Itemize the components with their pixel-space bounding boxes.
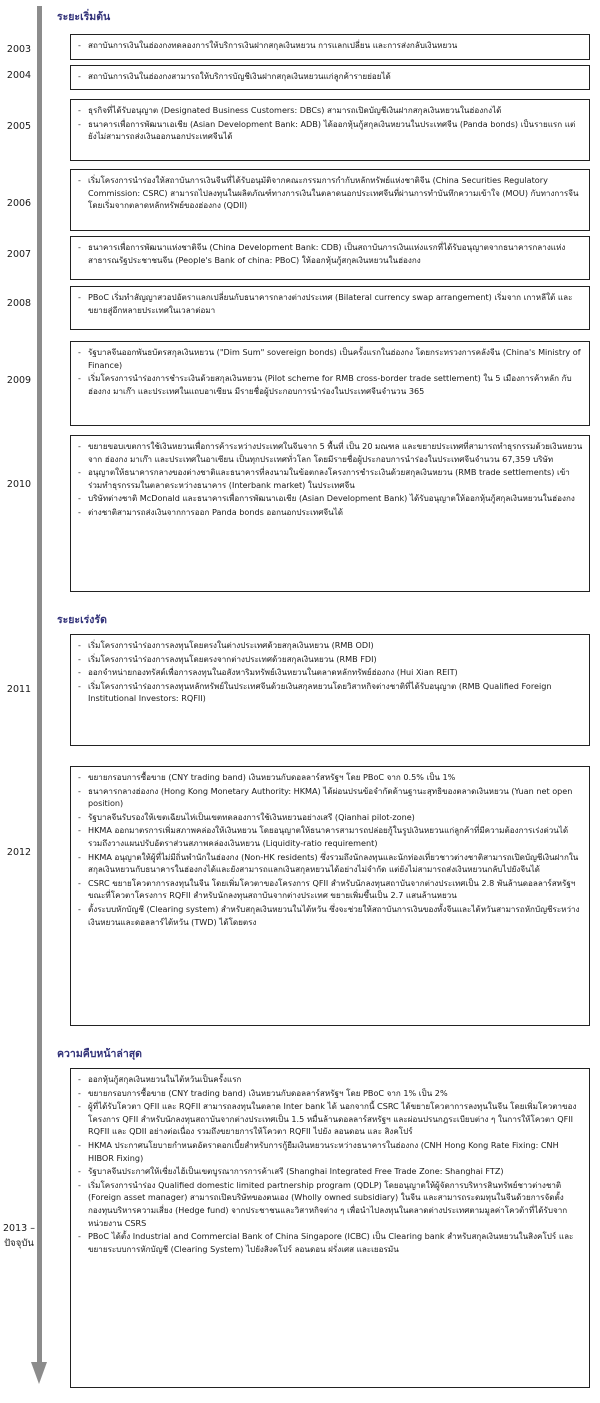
event-box-2007 [70,236,590,280]
event-box-2010 [70,435,590,592]
event-item: - รัฐบาลจีนประกาศให้เซี่ยงไฮ้เป็นเขตบูรณาการการค้าเสรี (Shanghai Integrated Free Trade Zone: Shanghai FTZ) [77,1165,583,1178]
year-label-2011: 2011 [6,684,32,695]
event-item: - เริ่มโครงการนำร่องให้สถาบันการเงินจีนที่ได้รับอนุมัติจากคณะกรรมการกำกับหลักทรัพย์แห่งชาติจีน (China Securities Regulatory Commission: CSRC) สามารถไปลงทุนในผลิตภัณฑ์ทางการเงินในตลาดนอกประเทศจีนที่ผ่านการทำบันทึกความเข้าใจ (MOU) กับทางการจีน โดยเริ่มจากตลาดหลักทรัพย์ของฮ่องกง (QDII) [77,174,583,212]
event-item: - HKMA ออกมาตรการเพิ่มสภาพคล่องให้เงินหยวน โดยอนุญาตให้ธนาคารสามารถปล่อยกู้ในรูปเงินหยวนแก่ลูกค้าที่มีความต้องการเร่งด่วนได้ รวมถึงวางแผนปรับอัตราส่วนสภาพคล่องเงินหยวน (Liquidity-ratio requirement) [77,824,583,849]
event-item: - HKMA ประกาศนโยบายกำหนดอัตราดอกเบี้ยสำหรับการกู้ยืมเงินหยวนระหว่างธนาคารในฮ่องกง (CNH Hong Kong Rate Fixing: CNH HIBOR Fixing) [77,1139,583,1164]
event-item: - ธนาคารเพื่อการพัฒนาแห่งชาติจีน (China Development Bank: CDB) เป็นสถาบันการเงินแห่งแรกที่ได้รับอนุญาตจากธนาคารกลางแห่งสาธารณรัฐประชาชนจีน (People's Bank of china: PBoC) ให้ออกหุ้นกู้สกุลเงินหยวนในฮ่องกง [77,241,583,266]
event-item: - บริษัทต่างชาติ McDonald และธนาคารเพื่อการพัฒนาเอเชีย (Asian Development Bank) ได้รับอนุญาตให้ออกหุ้นกู้สกุลเงินหยวนในฮ่องกง [77,492,583,505]
event-item: - รัฐบาลจีนออกพันธบัตรสกุลเงินหยวน ("Dim Sum" sovereign bonds) เป็นครั้งแรกในฮ่องกง โดยกระทรวงการคลังจีน (China's Ministry of Finance) [77,346,583,371]
event-item: - เริ่มโครงการนำร่องการชำระเงินด้วยสกุลเงินหยวน (Pilot scheme for RMB cross-border trade settlement) ใน 5 เมืองการค้าหลัก กับ ฮ่องกง มาเก๊า และประเทศในแถบอาเซียน มีรายชื่อผู้ประกอบการนำร่องในประเทศจีนจำนวน 365 [77,372,583,397]
phase-heading-early: ระยะเริ่มต้น [57,11,111,23]
year-label-2004: 2004 [6,70,32,81]
event-box-2012 [70,766,590,1026]
event-box-2006 [70,169,590,231]
year-label-2012: 2012 [6,847,32,858]
year-label-2007: 2007 [6,249,32,260]
year-label-2008: 2008 [6,298,32,309]
event-item: - ตั้งระบบหักบัญชี (Clearing system) สำหรับสกุลเงินหยวนในไต้หวัน ซึ่งจะช่วยให้สถาบันการเงินของทั้งจีนและไต้หวันสามารถหักบัญชีระหว่างเงินหยวนและดอลลาร์ไต้หวัน (TWD) ได้โดยตรง [77,903,583,928]
event-item: - ออกจำหน่ายกองทรัสต์เพื่อการลงทุนในอสังหาริมทรัพย์เงินหยวนในตลาดหลักทรัพย์ฮ่องกง (Hui Xian REIT) [77,666,583,679]
event-item: - สถาบันการเงินในฮ่องกงสามารถให้บริการบัญชีเงินฝากสกุลเงินหยวนแก่ลูกค้ารายย่อยได้ [77,70,583,83]
year-label-2003: 2003 [6,44,32,55]
event-item: - ต่างชาติสามารถส่งเงินจากการออก Panda bonds ออกนอกประเทศจีนได้ [77,506,583,519]
event-item: - ขยายขอบเขตการใช้เงินหยวนเพื่อการค้าระหว่างประเทศในจีนจาก 5 พื้นที่ เป็น 20 มณฑล และขยายประเทศที่สามารถทำธุรกรรมด้วยเงินหยวนจาก ฮ่องกง มาเก๊า และประเทศในอาเซียน เป็นทุกประเทศทั่วโลก โดยมีรายชื่อผู้ประกอบการนำร่องในประเทศจีนจำนวน 67,359 บริษัท [77,440,583,465]
event-item: - เริ่มโครงการนำร่อง Qualified domestic limited partnership program (QDLP) โดยอนุญาตให้ผู้จัดการบริหารสินทรัพย์ชาวต่างชาติ (Foreign asset manager) สามารถเปิดบริษัทของตนเอง (Wholly owned subsidiary) ในจีน และสามารถระดมทุนในจีนด้วยการจัดตั้งกองทุนบริหารความเสี่ยง (Hedge fund) จากประชาชนและวิสาหกิจต่าง ๆ เพื่อนำไปลงทุนในตลาดต่างประเทศตามมูลค่าโควต้าที่ได้รับจากหน่วยงาน CSRS [77,1179,583,1229]
event-item: - ขยายกรอบการซื้อขาย (CNY trading band) เงินหยวนกับดอลลาร์สหรัฐฯ โดย PBoC จาก 0.5% เป็น 1% [77,771,583,784]
year-label-2009: 2009 [6,375,32,386]
event-item: - ออกหุ้นกู้สกุลเงินหยวนในไต้หวันเป็นครั้งแรก [77,1073,583,1086]
year-label-2010: 2010 [6,479,32,490]
event-item: - อนุญาตให้ธนาคารกลางของต่างชาติและธนาคารที่ลงนามในข้อตกลงโครงการชำระเงินด้วยสกุลเงินหยวน (RMB trade settlements) เข้าร่วมทำธุรกรรมในตลาดระหว่างธนาคาร (Interbank market) ในประเทศจีน [77,466,583,491]
event-item: - PBoC ได้ตั้ง Industrial and Commercial Bank of China Singapore (ICBC) เป็น Clearing bank สำหรับสกุลเงินหยวนในสิงคโปร์ และ ขยายระบบการหักบัญชี (Clearing System) ไปยังสิงคโปร์ ลอนดอน ฝรั่งเศส และเยอรมัน [77,1230,583,1255]
event-box-2004 [70,65,590,90]
event-item: - PBoC เริ่มทำสัญญาสวอปอัตราแลกเปลี่ยนกับธนาคารกลางต่างประเทศ (Bilateral currency swap arrangement) เริ่มจาก เกาหลีใต้ และขยายสู่อีกหลายประเทศในเวลาต่อมา [77,291,583,316]
event-item: - HKMA อนุญาตให้ผู้ที่ไม่มีถิ่นพำนักในฮ่องกง (Non-HK residents) ซึ่งรวมถึงนักลงทุนและนักท่องเที่ยวชาวต่างชาติสามารถเปิดบัญชีเงินฝากในสกุลเงินหยวนกับธนาคารในฮ่องกงได้และยังสามารถแลกเงินสกุลหยวนได้อย่างไม่จำกัด แต่ยังไม่สามารถส่งเงินหยวนกลับไปยังจีนได้ [77,851,583,876]
event-item: - เริ่มโครงการนำร่องการลงทุนหลักทรัพย์ในประเทศจีนด้วยเงินสกุลหยวนโดยวิสาหกิจต่างชาติที่ได้รับอนุญาต (RMB Qualified Foreign Institutional Investors: RQFII) [77,680,583,705]
year-label-2005: 2005 [6,121,32,132]
event-item: - ขยายกรอบการซื้อขาย (CNY trading band) เงินหยวนกับดอลลาร์สหรัฐฯ โดย PBoC จาก 1% เป็น 2% [77,1087,583,1100]
event-item: - CSRC ขยายโควตาการลงทุนในจีน โดยเพิ่มโควตาของโครงการ QFII สำหรับนักลงทุนสถาบันจากต่างประเทศเป็น 2.8 พันล้านดอลลาร์สหรัฐฯ ขณะที่โควตาโครงการ RQFII สำหรับนักลงทุนสถาบันจากต่างประเทศ ขยายเพิ่มขึ้นเป็น 2.7 แสนล้านหยวน [77,877,583,902]
timeline-arrow-head [31,1362,47,1384]
event-item: - ธนาคารกลางฮ่องกง (Hong Kong Monetary Authority: HKMA) ได้ผ่อนปรนข้อจำกัดด้านฐานะสุทธิของตลาดเงินหยวน (Yuan net open position) [77,785,583,810]
event-item: - เริ่มโครงการนำร่องการลงทุนโดยตรงในต่างประเทศด้วยสกุลเงินหยวน (RMB ODI) [77,639,583,652]
event-box-2003 [70,34,590,60]
event-box-2008 [70,286,590,330]
event-box-2011 [70,634,590,746]
event-item: - เริ่มโครงการนำร่องการลงทุนโดยตรงจากต่างประเทศด้วยสกุลเงินหยวน (RMB FDI) [77,653,583,666]
event-item: - สถาบันการเงินในฮ่องกงทดลองการให้บริการเงินฝากสกุลเงินหยวน การแลกเปลี่ยน และการส่งกลับเงินหยวน [77,39,583,52]
phase-heading-latest: ความคืบหน้าล่าสุด [57,1048,142,1060]
event-item: - ธนาคารเพื่อการพัฒนาเอเชีย (Asian Development Bank: ADB) ได้ออกหุ้นกู้สกุลเงินหยวนในประเทศจีน (Panda bonds) เป็นรายแรก แต่ยังไม่สามารถส่งเงินออกนอกประเทศจีนได้ [77,118,583,143]
event-box-2013-present [70,1068,590,1388]
event-item: - ผู้ที่ได้รับโควตา QFII และ RQFII สามารถลงทุนในตลาด Inter bank ได้ นอกจากนี้ CSRC ได้ขยายโควตาการลงทุนในจีน โดยเพิ่มโควตาของโครงการ QFII สำหรับนักลงทุนสถาบันจากต่างประเทศเป็น 1.5 หมื่นล้านดอลลาร์สหรัฐฯ และผ่อนปรนกฎระเบียบต่าง ๆ ในการให้โควตา QFII RQFII และ QDII อย่างต่อเนื่อง รวมถึงขยายการให้โควตา RQFII ไปยัง ลอนดอน และ สิงคโปร์ [77,1100,583,1138]
event-box-2009 [70,341,590,426]
event-item: - รัฐบาลจีนรับรองให้เขตเฉียนไห่เป็นเขตทดลองการใช้เงินหยวนอย่างเสรี (Qianhai pilot-zone) [77,811,583,824]
phase-heading-accelerate: ระยะเร่งรัด [57,614,107,626]
year-label-2006: 2006 [6,198,32,209]
year-label-2013-present: 2013 – ปัจจุบัน [3,1223,35,1249]
event-item: - ธุรกิจที่ได้รับอนุญาต (Designated Business Customers: DBCs) สามารถเปิดบัญชีเงินฝากสกุลเงินหยวนในฮ่องกงได้ [77,104,583,117]
event-box-2005 [70,99,590,161]
